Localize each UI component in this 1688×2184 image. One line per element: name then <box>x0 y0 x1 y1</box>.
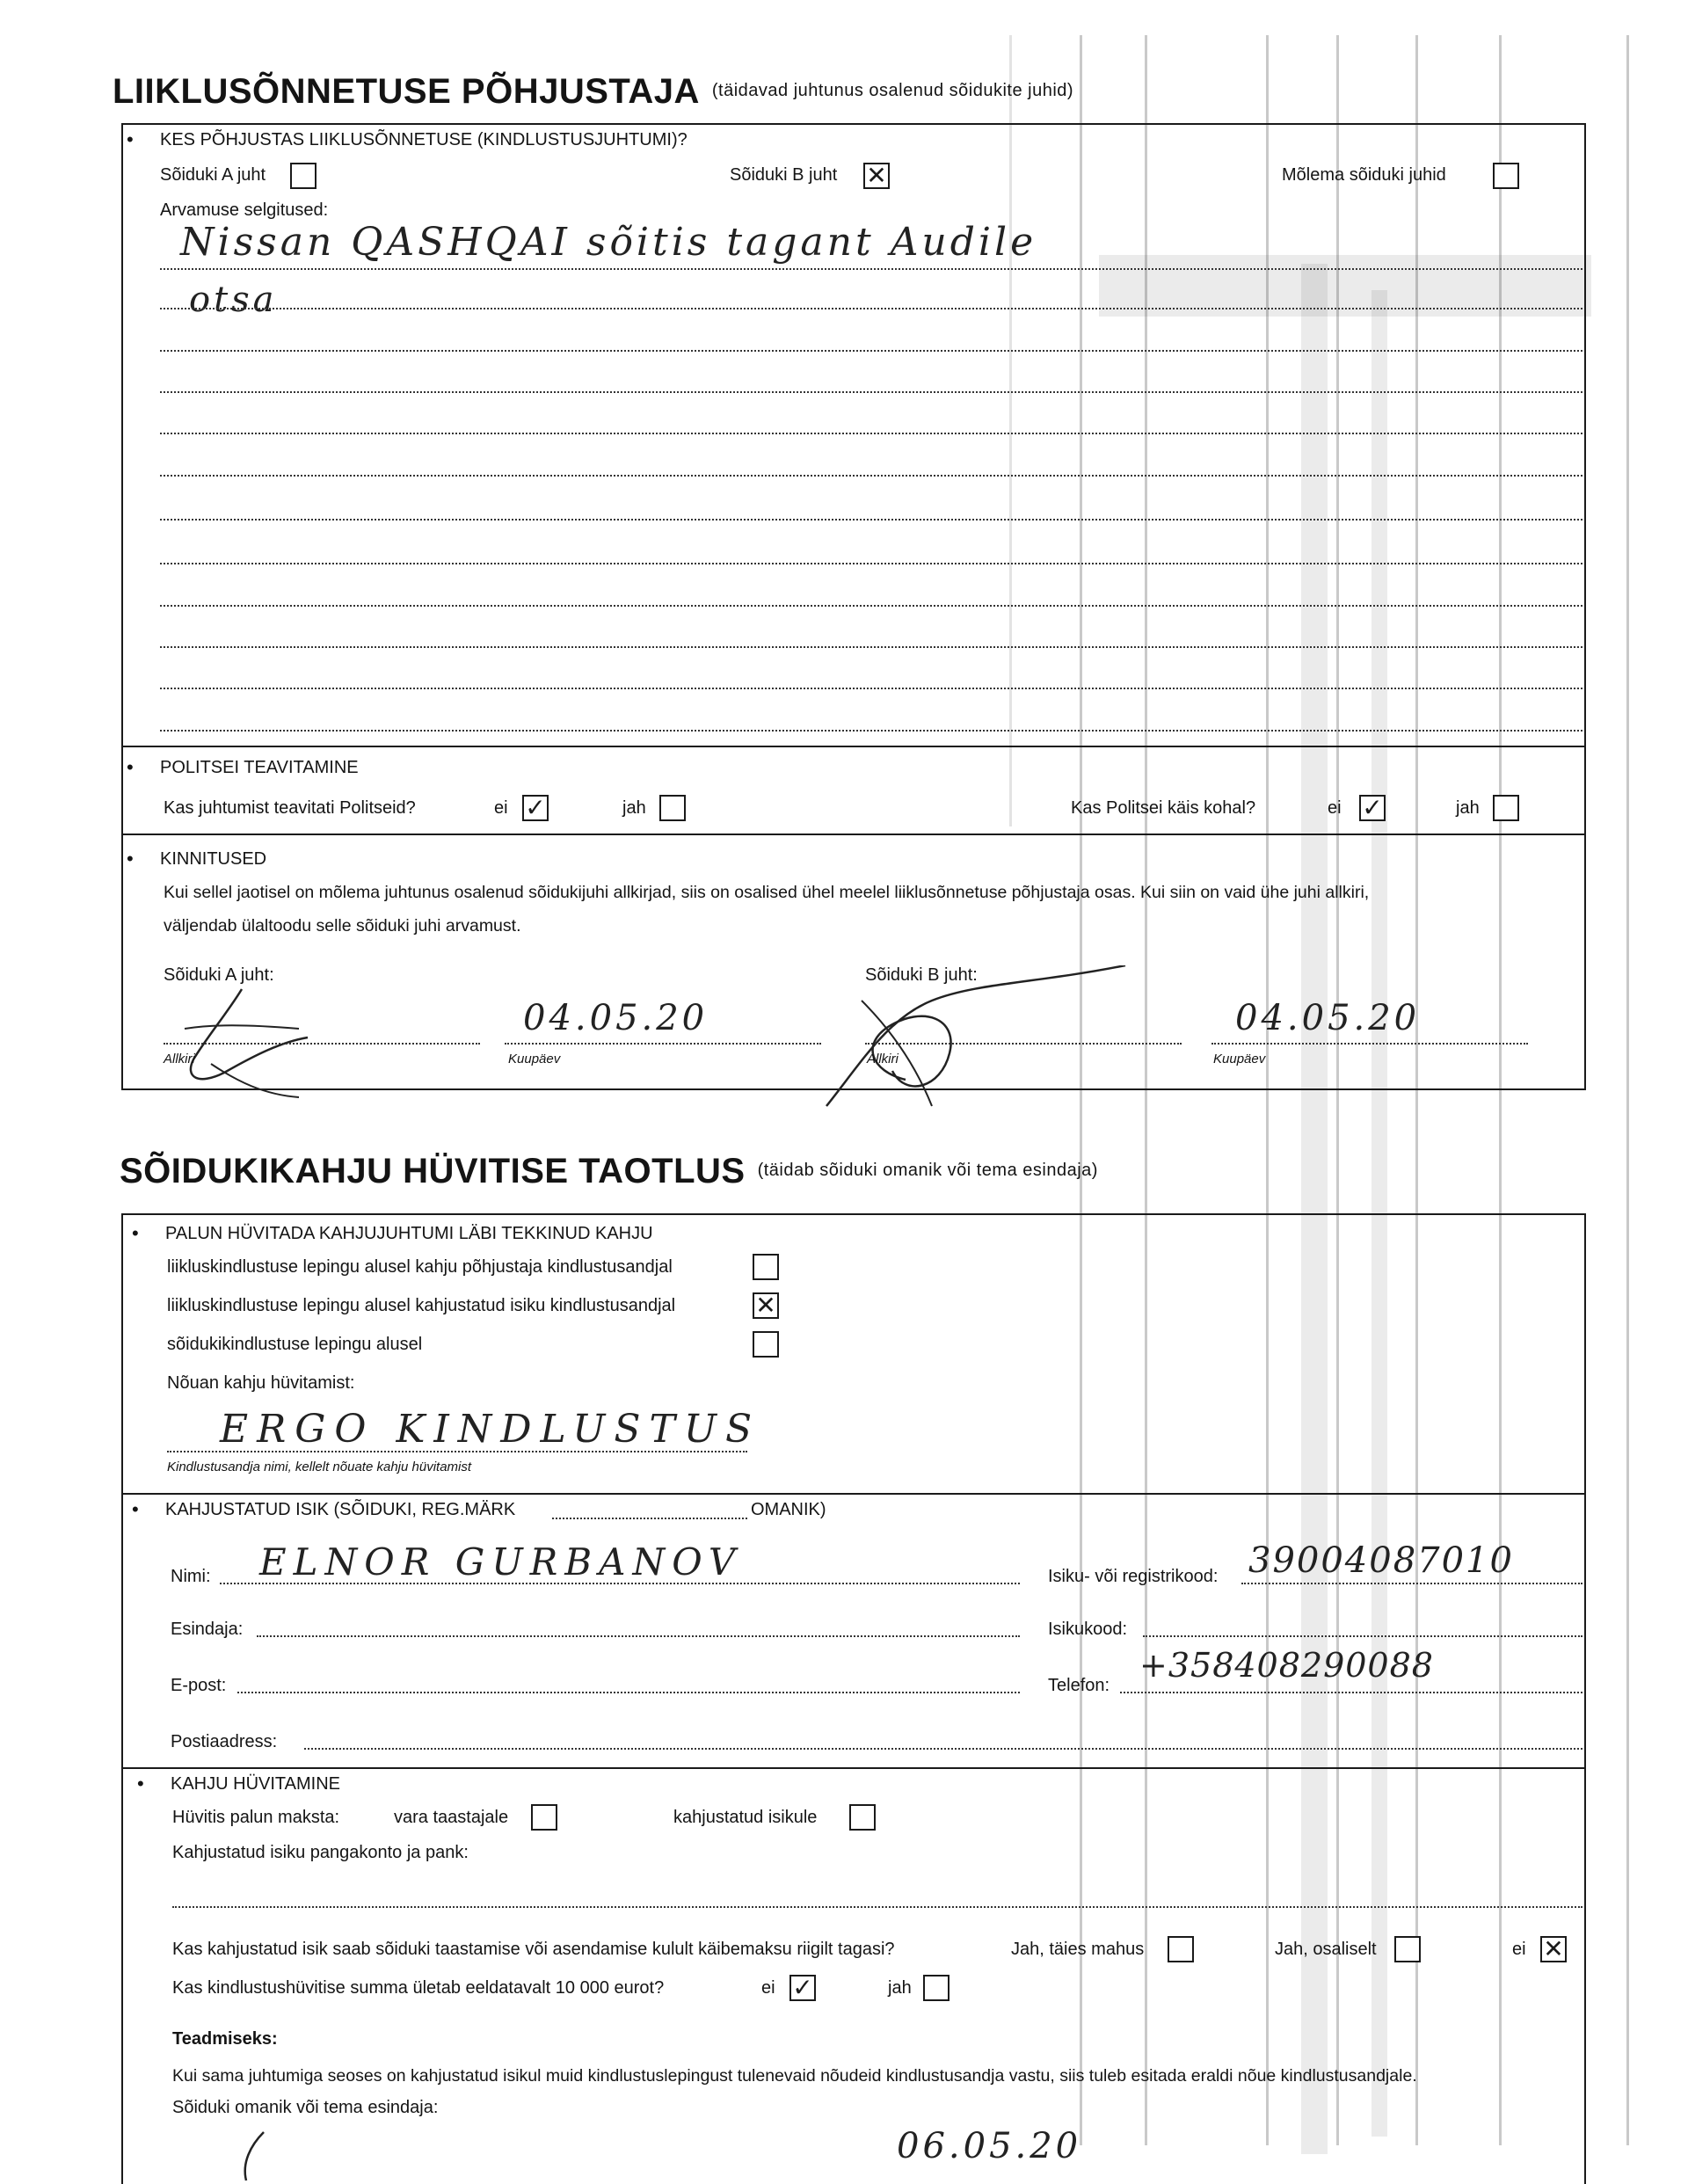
explanation-line <box>160 391 1582 393</box>
pay-opt1-checkbox[interactable] <box>531 1804 557 1831</box>
phone-value[interactable]: +358408290088 <box>1139 1646 1434 1685</box>
explanation-line <box>160 730 1582 732</box>
sum-no-label: ei <box>761 1978 775 1998</box>
police-q2-no-label: ei <box>1328 798 1342 818</box>
reg-mark-line[interactable] <box>552 1518 747 1519</box>
person-heading-start: • KAHJUSTATUD ISIK (SÕIDUKI, REG.MÄRK <box>165 1500 515 1520</box>
driver-a-date-caption: Kuupäev <box>508 1052 561 1067</box>
cause-question: • KES PÕHJUSTAS LIIKLUSÕNNETUSE (KINDLUSTUSJUHTUMI)? <box>160 130 688 150</box>
notice-text: Kui sama juhtumiga seoses on kahjustatud isikul muid kindlustuslepingust tulenevaid nõudeid kindlustusandja vastu, siis tuleb esitada eraldi nõue kindlustusandjale. <box>172 2066 1417 2086</box>
insurer-line <box>167 1451 747 1452</box>
explanation-line2[interactable]: otsa <box>189 280 278 320</box>
notice-heading: Teadmiseks: <box>172 2029 278 2049</box>
explanation-line <box>160 475 1582 477</box>
driver-b-signature-caption: Allkiri <box>867 1052 899 1067</box>
driver-b-signature-line <box>865 1043 1182 1045</box>
email-line[interactable] <box>237 1692 1020 1693</box>
payment-heading: • KAHJU HÜVITAMINE <box>171 1774 340 1795</box>
vat-full-label: Jah, täies mahus <box>1011 1940 1145 1959</box>
confirm-text-line1: Kui sellel jaotisel on mõlema juhtunus osalenud sõidukijuhi allkirjad, siis on osalised ühel meelel liiklusõnnetuse põhjustaja osas. Kui siin on vaid ühe juhi allkiri, <box>164 883 1370 902</box>
pay-opt2-checkbox[interactable] <box>849 1804 876 1831</box>
option-driver-b-checkbox[interactable] <box>863 163 890 189</box>
police-q2-yes-label: jah <box>1456 798 1480 818</box>
sum-yes-label: jah <box>888 1978 912 1998</box>
confirm-text-line2: väljendab ülaltoodu selle sõiduki juhi arvamust. <box>164 916 521 935</box>
explanation-line <box>160 308 1582 309</box>
email-label: E-post: <box>171 1676 227 1695</box>
vat-partial-checkbox[interactable] <box>1394 1936 1421 1962</box>
driver-b-signature[interactable] <box>809 965 1143 1115</box>
rep-line[interactable] <box>257 1635 1020 1637</box>
explanation-line <box>160 646 1582 648</box>
claim-heading: • PALUN HÜVITADA KAHJUJUHTUMI LÄBI TEKKINUD KAHJU <box>165 1224 653 1244</box>
police-q2-yes-checkbox[interactable] <box>1493 795 1519 821</box>
divider <box>121 1493 1586 1495</box>
rep-id-label: Isikukood: <box>1048 1620 1128 1639</box>
claim-opt2-label: liikluskindlustuse lepingu alusel kahjustatud isiku kindlustusandjal <box>167 1296 676 1315</box>
section1-subtitle: (täidavad juhtunus osalenud sõidukite juhid) <box>711 81 1074 100</box>
explanation-line1[interactable]: Nissan QASHQAI sõitis tagant Audile <box>180 220 1037 265</box>
driver-b-label: Sõiduki B juht: <box>865 965 978 985</box>
vat-full-checkbox[interactable] <box>1168 1936 1194 1962</box>
bank-label: Kahjustatud isiku pangakonto ja pank: <box>172 1843 469 1862</box>
insurer-name[interactable]: ERGO KINDLUSTUS <box>220 1407 761 1452</box>
pay-opt1-label: vara taastajale <box>394 1808 509 1827</box>
vat-no-label: ei <box>1512 1940 1526 1959</box>
explanation-line <box>160 433 1582 434</box>
owner-label: Sõiduki omanik või tema esindaja: <box>172 2098 439 2117</box>
option-driver-b-label: Sõiduki B juht <box>730 165 838 185</box>
explanation-label: Arvamuse selgitused: <box>160 200 329 220</box>
name-label: Nimi: <box>171 1567 211 1586</box>
explanation-line <box>160 268 1582 270</box>
vat-no-checkbox[interactable] <box>1540 1936 1567 1962</box>
bank-line[interactable] <box>172 1906 1582 1908</box>
id-label: Isiku- või registrikood: <box>1048 1567 1219 1586</box>
explanation-line <box>160 688 1582 689</box>
section1-title: LIIKLUSÕNNETUSE PÕHJUSTAJA $^{(täidavad juhtunus osalenud sõidukite juhid)}$ <box>113 72 1074 111</box>
police-q1-no-checkbox[interactable] <box>522 795 549 821</box>
phone-label: Telefon: <box>1048 1676 1110 1695</box>
demand-label: Nõuan kahju hüvitamist: <box>167 1373 355 1393</box>
vat-partial-label: Jah, osaliselt <box>1275 1940 1377 1959</box>
sum-yes-checkbox[interactable] <box>923 1975 950 2001</box>
address-line[interactable] <box>304 1748 1582 1750</box>
driver-a-signature-caption: Allkiri <box>164 1052 195 1067</box>
pay-label: Hüvitis palun maksta: <box>172 1808 340 1827</box>
divider <box>121 834 1586 835</box>
driver-b-date[interactable]: 04.05.20 <box>1235 998 1421 1038</box>
police-q2: Kas Politsei käis kohal? <box>1071 798 1256 818</box>
vat-question: Kas kahjustatud isik saab sõiduki taastamise või asendamise kulult käibemaksu riigilt tagasi? <box>172 1940 895 1959</box>
explanation-line <box>160 350 1582 352</box>
name-value[interactable]: ELNOR GURBANOV <box>259 1540 743 1583</box>
address-label: Postiaadress: <box>171 1732 278 1751</box>
claim-opt1-checkbox[interactable] <box>753 1254 779 1280</box>
driver-a-signature-line <box>164 1043 480 1045</box>
claim-opt2-checkbox[interactable] <box>753 1292 779 1319</box>
police-q1-yes-checkbox[interactable] <box>659 795 686 821</box>
driver-b-date-caption: Kuupäev <box>1213 1052 1266 1067</box>
name-line <box>220 1583 1020 1584</box>
pay-opt2-label: kahjustatud isikule <box>673 1808 818 1827</box>
section2-frame <box>121 1213 1586 2184</box>
explanation-line <box>160 605 1582 607</box>
person-heading-end: OMANIK) <box>751 1500 826 1519</box>
option-both-label: Mõlema sõiduki juhid <box>1282 165 1446 185</box>
sum-no-checkbox[interactable] <box>789 1975 816 2001</box>
police-heading: • POLITSEI TEAVITAMINE <box>160 758 359 778</box>
claim-opt3-checkbox[interactable] <box>753 1331 779 1358</box>
owner-signature[interactable] <box>229 2128 308 2184</box>
police-q1-no-label: ei <box>494 798 508 818</box>
phone-line <box>1120 1692 1582 1693</box>
section2-title: SÕIDUKIKAHJU HÜVITISE TAOTLUS $^{(täidab sõiduki omanik või tema esindaja)}$ <box>120 1152 1098 1190</box>
option-both-checkbox[interactable] <box>1493 163 1519 189</box>
driver-a-label: Sõiduki A juht: <box>164 965 274 985</box>
driver-a-date[interactable]: 04.05.20 <box>523 998 709 1038</box>
option-driver-a-label: Sõiduki A juht <box>160 165 266 185</box>
owner-date[interactable]: 06.05.20 <box>897 2126 1082 2166</box>
police-q2-no-checkbox[interactable] <box>1359 795 1386 821</box>
insurer-caption: Kindlustusandja nimi, kellelt nõuate kahju hüvitamist <box>167 1460 472 1474</box>
rep-label: Esindaja: <box>171 1620 244 1639</box>
rep-id-line[interactable] <box>1143 1635 1582 1637</box>
section2-subtitle: (täidab sõiduki omanik või tema esindaja) <box>757 1161 1098 1180</box>
scan-line <box>1626 35 1629 2145</box>
confirm-heading: • KINNITUSED <box>160 849 266 870</box>
divider <box>121 746 1586 747</box>
id-value[interactable]: 39004087010 <box>1248 1540 1514 1581</box>
option-driver-a-checkbox[interactable] <box>290 163 316 189</box>
police-q1-yes-label: jah <box>622 798 646 818</box>
explanation-line <box>160 563 1582 564</box>
divider <box>121 1767 1586 1769</box>
claim-opt3-label: sõidukikindlustuse lepingu alusel <box>167 1335 423 1354</box>
driver-b-date-line <box>1211 1043 1528 1045</box>
driver-a-date-line <box>505 1043 821 1045</box>
claim-opt1-label: liikluskindlustuse lepingu alusel kahju põhjustaja kindlustusandjal <box>167 1257 673 1277</box>
explanation-line <box>160 519 1582 521</box>
id-line <box>1241 1583 1582 1584</box>
police-q1: Kas juhtumist teavitati Politseid? <box>164 798 416 818</box>
driver-a-signature[interactable] <box>158 976 352 1099</box>
sum-question: Kas kindlustushüvitise summa ületab eeldatavalt 10 000 eurot? <box>172 1978 665 1998</box>
